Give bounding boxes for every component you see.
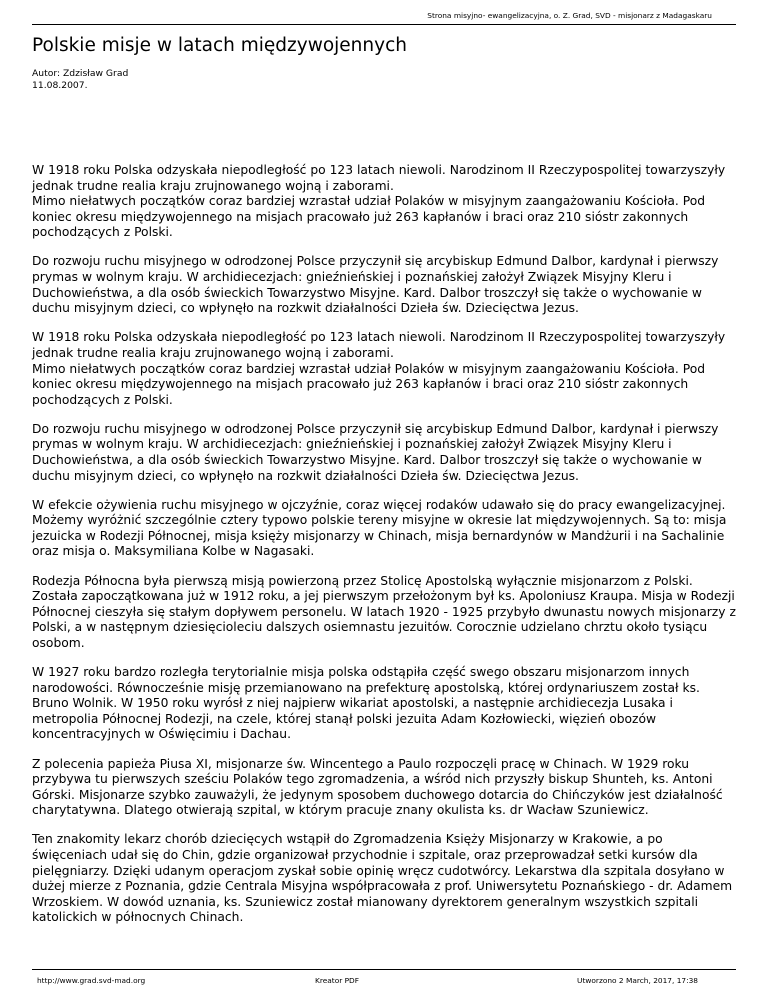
article-paragraph: Z polecenia papieża Piusa XI, misjonarze św. Wincentego a Paulo rozpoczęli pracę w Chinach. W 1929 roku przybywa tu pierwszych sześciu Polaków tego zgromadzenia, a wśród nich przyszły biskup Shunteh, ks. Antoni Górski. Misjonarze szybko zauważyli, że jedynym sposobem duchowego dotarcia do Chińczyków jest działalność charytatywna. Dlatego otwierają szpital, w którym pracuje znany okulista ks. dr Wacław Szuniewicz. — [32, 756, 723, 818]
article-paragraph: Do rozwoju ruchu misyjnego w odrodzonej Polsce przyczynił się arcybiskup Edmund Dalbor, kardynał i pierwszy prymas w wolnym kraju. W archidiecezjach: gnieźnieńskiej i poznańskiej założył Związek Misyjny Kleru i Duchowieństwa, a dla osób świeckich Towarzystwo Misyjne. Kard. Dalbor troszczył się także o wychowanie w duchu misyjnym dzieci, co wpłynęło na rozkwit działalności Dzieła św. Dziecięctwa Jezus. — [32, 254, 719, 316]
article-paragraph: W efekcie ożywienia ruchu misyjnego w ojczyźnie, coraz więcej rodaków udawało się do pracy ewangelizacyjnej. Możemy wyróżnić szczególnie cztery typowo polskie tereny misyjne w okresie lat międzywojennych. Są to: misja jezuicka w Rodezji Północnej, misja księży misjonarzy w Chinach, misja bernardynów w Mandżurii i na Sachalinie oraz misja o. Maksymiliana Kolbe w Nagasaki. — [32, 497, 727, 559]
article-paragraph: W 1918 roku Polska odzyskała niepodległość po 123 latach niewoli. Narodzinom II Rzeczypospolitej towarzyszyły jednak trudne realia kraju zrujnowanego wojną i zaborami. Mimo niełatwych początków coraz bardziej wzrastał udział Polaków w misyjnym zaangażowaniu Kościoła. Pod koniec okresu międzywojennego na misjach pracowało już 263 kapłanów i braci oraz 210 sióstr zakonnych pochodzących z Polski. — [32, 330, 726, 407]
article-author: Autor: Zdzisław Grad — [32, 68, 129, 79]
page-footer — [32, 969, 736, 970]
article-date: 11.08.2007. — [32, 80, 88, 91]
article-meta — [32, 68, 128, 92]
footer-created-date: Utworzono 2 March, 2017, 17:38 — [577, 976, 698, 985]
article-paragraph: W 1918 roku Polska odzyskała niepodległość po 123 latach niewoli. Narodzinom II Rzeczypospolitej towarzyszyły jednak trudne realia kraju zrujnowanego wojną i zaborami. Mimo niełatwych początków coraz bardziej wzrastał udział Polaków w misyjnym zaangażowaniu Kościoła. Pod koniec okresu międzywojennego na misjach pracowało już 263 kapłanów i braci oraz 210 sióstr zakonnych pochodzących z Polski. — [32, 163, 726, 240]
site-header-text: Strona misyjno- ewangelizacyjna, o. Z. Grad, SVD - misjonarz z Madagaskaru — [427, 11, 712, 20]
article-paragraph: W 1927 roku bardzo rozległa terytorialnie misja polska odstąpiła część swego obszaru misjonarzom innych narodowości. Równocześnie misję przemianowano na prefekturę apostolską, której ordynariuszem został ks. Bruno Wolnik. W 1950 roku wyrósł z niej najpierw wikariat apostolski, a następnie archidiecezja Lusaka i metropolia Północnej Rodezji, na czele, której stanął polski jezuita Adam Kozłowiecki, więzień obozów koncentracyjnych w Oświęcimiu i Dachau. — [32, 665, 700, 742]
footer-generator: Kreator PDF — [315, 976, 360, 985]
article-paragraph: Ten znakomity lekarz chorób dziecięcych wstąpił do Zgromadzenia Księży Misjonarzy w Krakowie, a po święceniach udał się do Chin, gdzie organizował przychodnie i szpitale, oraz przeprowadzał setki kursów dla pielęgniarzy. Dzięki udanym operacjom zyskał sobie opinię wręcz cudotwórcy. Lekarstwa dla szpitala dosyłano w dużej mierze z Poznania, gdzie Centrala Misyjna współpracowała z prof. Uniwersytetu Poznańskiego - dr. Adamem Wrzoskiem. W dowód uznania, ks. Szuniewicz został mianowany dyrektorem generalnym wszystkich szpitali katolickich w północnych Chinach. — [32, 832, 733, 925]
footer-url-link[interactable]: http://www.grad.svd-mad.org — [37, 976, 146, 985]
article-title: Polskie misje w latach międzywojennych — [32, 35, 407, 56]
article-paragraph: Do rozwoju ruchu misyjnego w odrodzonej Polsce przyczynił się arcybiskup Edmund Dalbor, kardynał i pierwszy prymas w wolnym kraju. W archidiecezjach: gnieźnieńskiej i poznańskiej założył Związek Misyjny Kleru i Duchowieństwa, a dla osób świeckich Towarzystwo Misyjne. Kard. Dalbor troszczył się także o wychowanie w duchu misyjnym dzieci, co wpłynęło na rozkwit działalności Dzieła św. Dziecięctwa Jezus. — [32, 421, 719, 483]
article-body — [32, 163, 738, 939]
page-header — [32, 6, 736, 25]
article-paragraph: Rodezja Północna była pierwszą misją powierzoną przez Stolicę Apostolską wyłącznie misjonarzom z Polski. Została zapoczątkowana już w 1912 roku, a jej pierwszym przełożonym był ks. Apoloniusz Kraupa. Misja w Rodezji Północnej cieszyła się stałym dopływem personelu. W latach 1920 - 1925 przybyło dwunastu nowych misjonarzy z Polski, a w następnym dziesięcioleciu dalszych osiemnastu jezuitów. Corocznie udzielano chrztu około tysiącu osobom. — [32, 573, 736, 650]
